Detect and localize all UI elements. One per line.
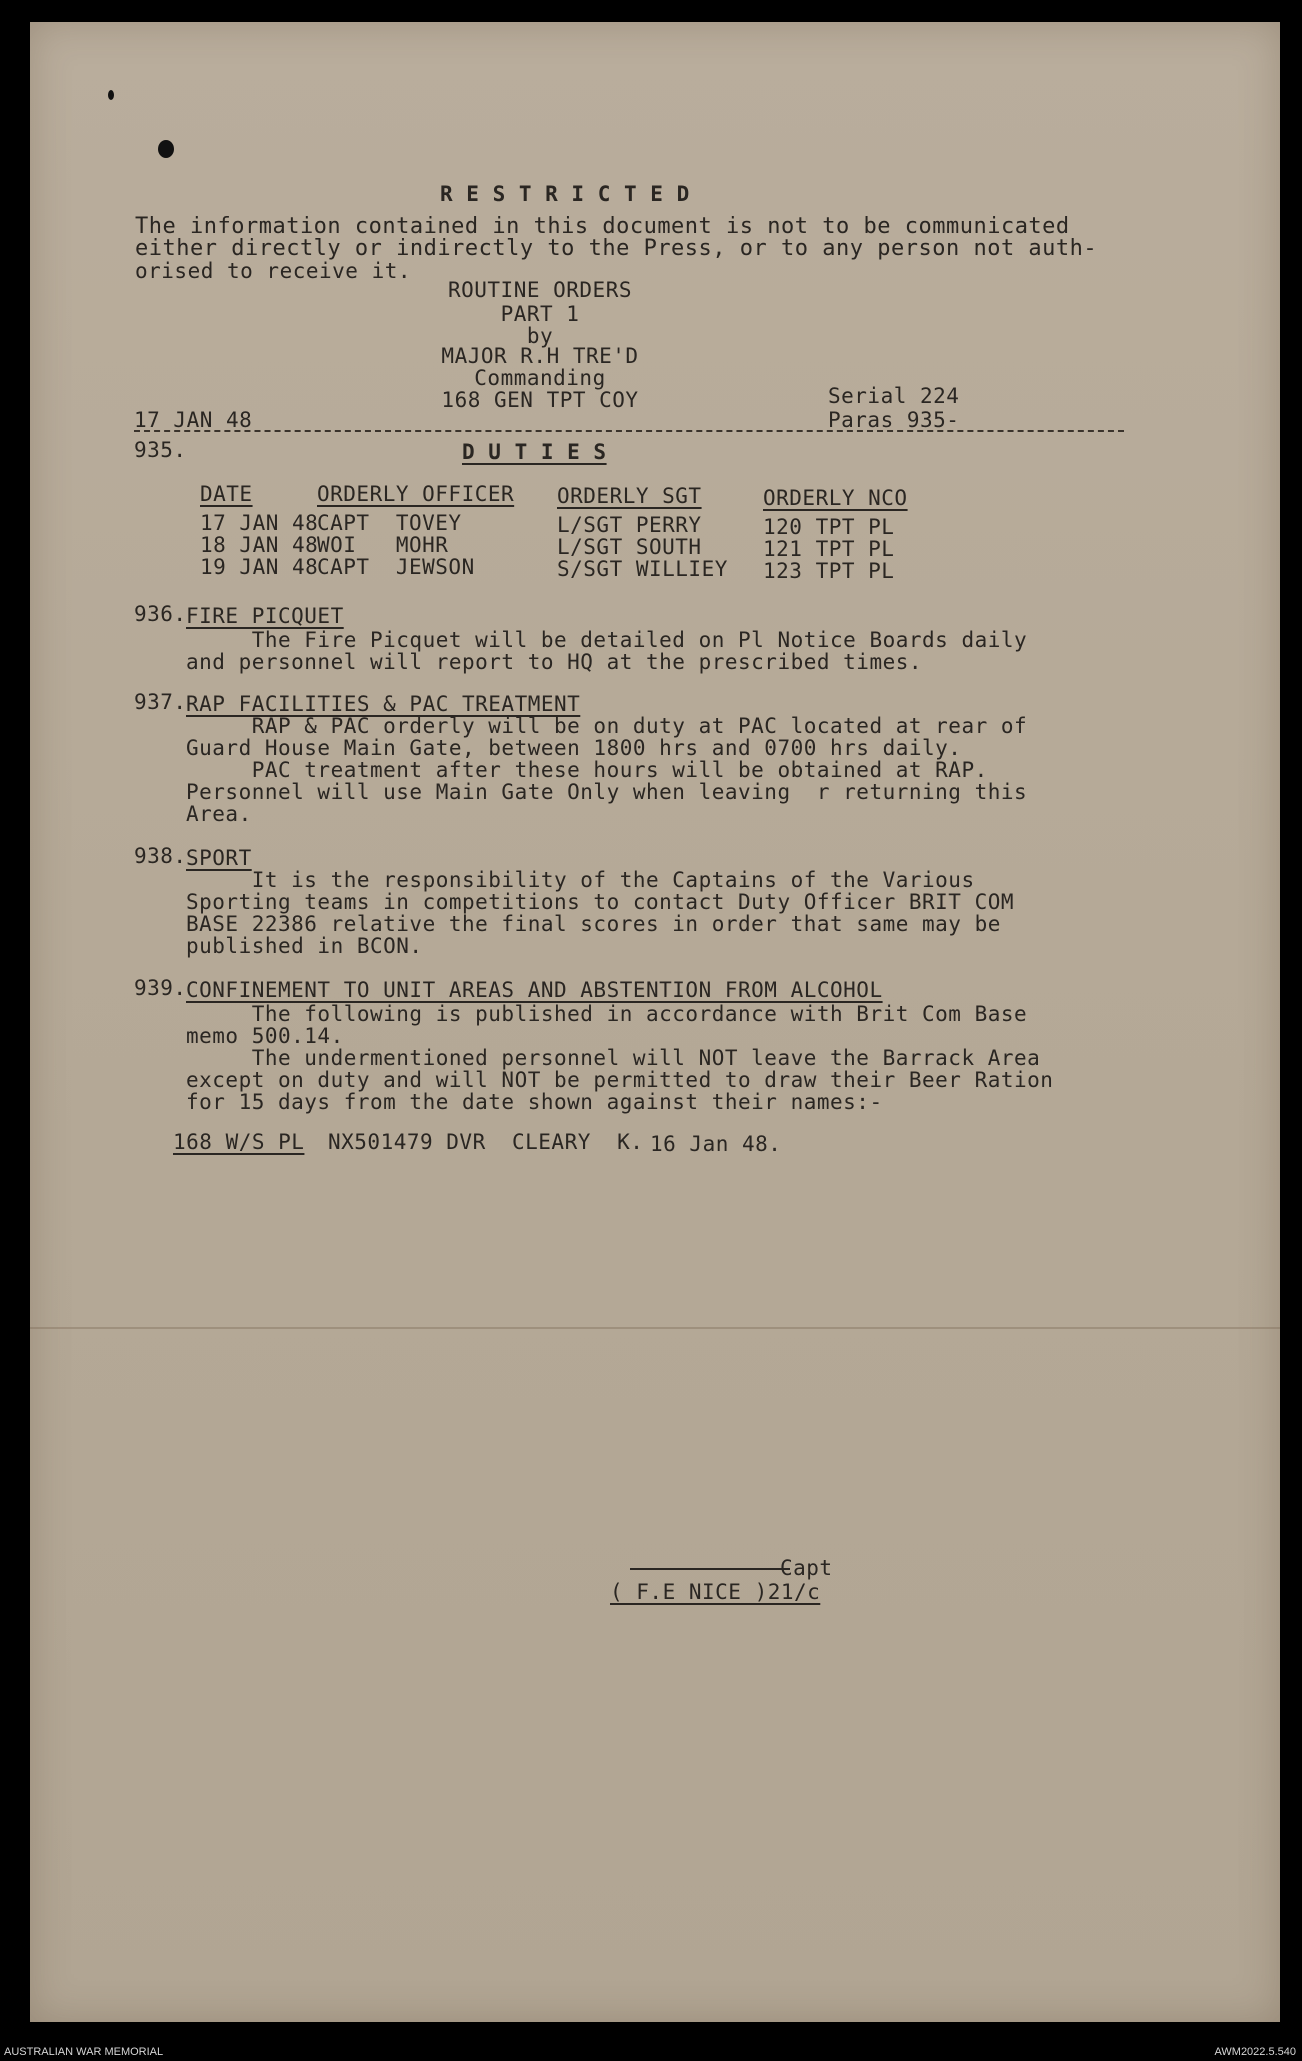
paper-fold [30, 1327, 1280, 1329]
para-text: for 15 days from the date shown against their names:- [186, 1090, 883, 1114]
para-heading: SPORT [186, 846, 252, 870]
footer-source: AUSTRALIAN WAR MEMORIAL [4, 2046, 164, 2058]
notice-line: either directly or indirectly to the Press, or to any person not auth- [135, 236, 1098, 261]
para-text: The following is published in accordance with Brit Com Base [186, 1002, 1028, 1026]
classification-heading: R E S T R I C T E D [440, 182, 690, 206]
notice-line: The information contained in this document is not to be communicated [135, 214, 1070, 239]
duties-col-officer: ORDERLY OFFICER [317, 482, 515, 506]
para-number: 936. [134, 602, 187, 626]
para-text: Sporting teams in competitions to contact Duty Officer BRIT COM [186, 890, 1015, 914]
signature-name: ( F.E NICE )21/c [610, 1580, 821, 1604]
signature-rank: Capt [780, 1556, 833, 1580]
serial-number: Serial 224 [828, 384, 960, 408]
para-text: RAP & PAC orderly will be on duty at PAC located at rear of [186, 714, 1028, 738]
para-text: Guard House Main Gate, between 1800 hrs and 0700 hrs daily. [186, 736, 962, 760]
commanding-label: Commanding [474, 366, 606, 390]
duty-officer: WOI MOHR [317, 533, 449, 557]
paras-range: Paras 935- [828, 408, 960, 432]
duty-officer: CAPT TOVEY [317, 511, 462, 535]
para-heading: CONFINEMENT TO UNIT AREAS AND ABSTENTION FROM ALCOHOL [186, 978, 883, 1002]
duties-col-date: DATE [200, 482, 253, 506]
duty-date: 18 JAN 48 [200, 533, 319, 557]
entry-date: 16 Jan 48. [650, 1132, 782, 1156]
notice-line: orised to receive it. [135, 259, 412, 283]
duty-nco: 123 TPT PL [763, 559, 895, 583]
para-number: 939. [134, 976, 187, 1000]
duty-sgt: L/SGT PERRY [557, 513, 702, 537]
orders-title: ROUTINE ORDERS [447, 278, 632, 302]
para-number: 937. [134, 690, 187, 714]
duty-officer: CAPT JEWSON [317, 555, 475, 579]
para-text: The undermentioned personnel will NOT leave the Barrack Area [186, 1046, 1041, 1070]
duty-sgt: S/SGT WILLIEY [557, 557, 728, 581]
duty-sgt: L/SGT SOUTH [557, 535, 702, 559]
duty-date: 17 JAN 48 [200, 511, 319, 535]
orders-by: by [526, 324, 554, 348]
unit-name: 168 GEN TPT COY [441, 388, 639, 412]
para-text: and personnel will report to HQ at the prescribed times. [186, 650, 923, 674]
commander-name: MAJOR R.H TRE'D [441, 344, 639, 368]
para-text: Personnel will use Main Gate Only when leaving r returning this [186, 780, 1028, 804]
document-page [30, 22, 1280, 2022]
duties-col-nco: ORDERLY NCO [763, 486, 908, 510]
para-number: 938. [134, 844, 187, 868]
duty-date: 19 JAN 48 [200, 555, 319, 579]
para-text: except on duty and will NOT be permitted to draw their Beer Ration [186, 1068, 1054, 1092]
duties-col-sgt: ORDERLY SGT [557, 484, 702, 508]
para-number: 935. [134, 438, 187, 462]
order-date: 17 JAN 48 [134, 408, 253, 432]
duty-nco: 120 TPT PL [763, 515, 895, 539]
para-text: The Fire Picquet will be detailed on Pl Notice Boards daily [186, 628, 1028, 652]
entry-details: NX501479 DVR CLEARY K. [328, 1130, 644, 1154]
duties-heading: D U T I E S [462, 440, 607, 464]
entry-unit: 168 W/S PL [173, 1130, 305, 1154]
orders-part: PART 1 [500, 302, 580, 326]
para-text: BASE 22386 relative the final scores in order that same may be [186, 912, 1001, 936]
ink-mark [108, 90, 114, 100]
para-text: PAC treatment after these hours will be obtained at RAP. [186, 758, 988, 782]
para-text: Area. [186, 802, 252, 826]
para-heading: FIRE PICQUET [186, 604, 344, 628]
para-text: It is the responsibility of the Captains of the Various [186, 868, 975, 892]
duty-nco: 121 TPT PL [763, 537, 895, 561]
footer-reference: AWM2022.5.540 [1214, 2046, 1296, 2058]
para-heading: RAP FACILITIES & PAC TREATMENT [186, 692, 581, 716]
signature-scrawl [630, 1542, 790, 1570]
para-text: memo 500.14. [186, 1024, 344, 1048]
ink-mark [158, 140, 174, 158]
para-text: published in BCON. [186, 934, 423, 958]
header-rule [134, 430, 1124, 432]
